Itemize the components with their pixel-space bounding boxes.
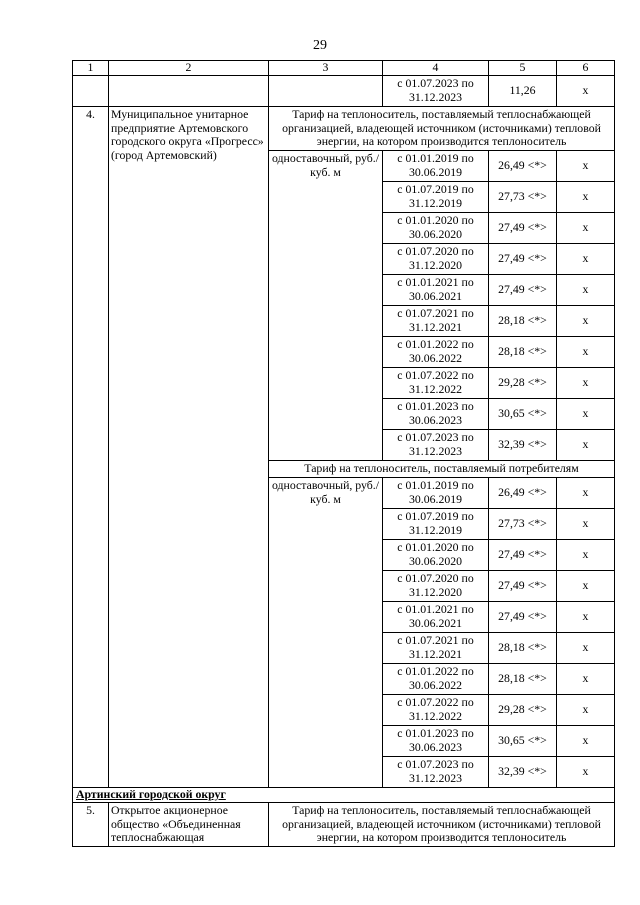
row-number: 5. xyxy=(73,802,109,846)
mark-cell: x xyxy=(557,756,615,787)
mark-cell: x xyxy=(557,244,615,275)
period-cell: с 01.07.2022 по 31.12.2022 xyxy=(383,694,489,725)
organization-name: Открытое акционерное общество «Объединенная теплоснабжающая xyxy=(109,802,269,846)
period-cell: с 01.07.2019 по 31.12.2019 xyxy=(383,182,489,213)
row-number: 4. xyxy=(73,106,109,787)
table-row xyxy=(73,106,615,150)
tariff-value-cell: 27,73 <*> xyxy=(489,182,557,213)
tariff-value-cell: 26,49 <*> xyxy=(489,151,557,182)
mark-cell: x xyxy=(557,368,615,399)
tariff-value-cell: 11,26 xyxy=(489,75,557,106)
section-heading: Артинский городской округ xyxy=(73,787,615,802)
period-cell: с 01.01.2022 по 30.06.2022 xyxy=(383,337,489,368)
period-cell: с 01.07.2020 по 31.12.2020 xyxy=(383,570,489,601)
column-header: 4 xyxy=(383,61,489,76)
mark-cell: x xyxy=(557,694,615,725)
tariff-value-cell: 30,65 <*> xyxy=(489,399,557,430)
tariff-value-cell: 27,49 <*> xyxy=(489,244,557,275)
period-cell: с 01.01.2020 по 30.06.2020 xyxy=(383,539,489,570)
mark-cell: x xyxy=(557,399,615,430)
column-header-row xyxy=(73,61,615,76)
column-header: 1 xyxy=(73,61,109,76)
tariff-block-title: Тариф на теплоноситель, поставляемый потребителям xyxy=(269,461,615,478)
mark-cell: x xyxy=(557,632,615,663)
column-header: 6 xyxy=(557,61,615,76)
mark-cell: x xyxy=(557,601,615,632)
tariff-value-cell: 27,73 <*> xyxy=(489,508,557,539)
tariff-block-title: Тариф на теплоноситель, поставляемый теплоснабжающей организацией, владеющей источником (источниками) тепловой энергии, на котором производится теплоноситель xyxy=(269,106,615,150)
period-cell: с 01.01.2022 по 30.06.2022 xyxy=(383,663,489,694)
page-number: 29 xyxy=(313,38,327,53)
mark-cell: x xyxy=(557,275,615,306)
tariff-value-cell: 27,49 <*> xyxy=(489,213,557,244)
mark-cell: x xyxy=(557,663,615,694)
tariff-value-cell: 26,49 <*> xyxy=(489,477,557,508)
tariff-table xyxy=(72,60,615,847)
mark-cell: x xyxy=(557,151,615,182)
mark-cell: x xyxy=(557,725,615,756)
period-cell: с 01.01.2023 по 30.06.2023 xyxy=(383,399,489,430)
tariff-value-cell: 28,18 <*> xyxy=(489,306,557,337)
period-cell: с 01.07.2021 по 31.12.2021 xyxy=(383,306,489,337)
period-cell: с 01.07.2023 по 31.12.2023 xyxy=(383,430,489,461)
mark-cell: x xyxy=(557,213,615,244)
period-cell: с 01.01.2023 по 30.06.2023 xyxy=(383,725,489,756)
mark-cell: x xyxy=(557,306,615,337)
period-cell: с 01.01.2019 по 30.06.2019 xyxy=(383,477,489,508)
organization-name: Муниципальное унитарное предприятие Артемовского городского округа «Прогресс» (город Артемовский) xyxy=(109,106,269,787)
period-cell: с 01.01.2021 по 30.06.2021 xyxy=(383,601,489,632)
tariff-value-cell: 28,18 <*> xyxy=(489,337,557,368)
period-cell: с 01.07.2021 по 31.12.2021 xyxy=(383,632,489,663)
tariff-block-title: Тариф на теплоноситель, поставляемый теплоснабжающей организацией, владеющей источником (источниками) тепловой энергии, на котором производится теплоноситель xyxy=(269,802,615,846)
mark-cell: x xyxy=(557,570,615,601)
tariff-unit: одноставочный, руб./куб. м xyxy=(269,477,383,787)
mark-cell: x xyxy=(557,337,615,368)
mark-cell: x xyxy=(557,477,615,508)
period-cell: с 01.01.2021 по 30.06.2021 xyxy=(383,275,489,306)
mark-cell: x xyxy=(557,430,615,461)
tariff-value-cell: 28,18 <*> xyxy=(489,632,557,663)
mark-cell: x xyxy=(557,539,615,570)
period-cell: с 01.07.2020 по 31.12.2020 xyxy=(383,244,489,275)
tariff-value-cell: 29,28 <*> xyxy=(489,694,557,725)
tariff-value-cell: 28,18 <*> xyxy=(489,663,557,694)
column-header: 2 xyxy=(109,61,269,76)
mark-cell: x xyxy=(557,75,615,106)
table-row xyxy=(73,75,615,106)
table-row xyxy=(73,802,615,846)
column-header: 5 xyxy=(489,61,557,76)
period-cell: с 01.07.2019 по 31.12.2019 xyxy=(383,508,489,539)
tariff-value-cell: 29,28 <*> xyxy=(489,368,557,399)
tariff-value-cell: 27,49 <*> xyxy=(489,539,557,570)
tariff-value-cell: 27,49 <*> xyxy=(489,601,557,632)
tariff-value-cell: 32,39 <*> xyxy=(489,756,557,787)
period-cell: с 01.01.2019 по 30.06.2019 xyxy=(383,151,489,182)
section-row xyxy=(73,787,615,802)
column-header: 3 xyxy=(269,61,383,76)
period-cell: с 01.07.2023 по 31.12.2023 xyxy=(383,756,489,787)
tariff-value-cell: 32,39 <*> xyxy=(489,430,557,461)
tariff-value-cell: 30,65 <*> xyxy=(489,725,557,756)
period-cell: с 01.01.2020 по 30.06.2020 xyxy=(383,213,489,244)
period-cell: с 01.07.2022 по 31.12.2022 xyxy=(383,368,489,399)
tariff-value-cell: 27,49 <*> xyxy=(489,275,557,306)
mark-cell: x xyxy=(557,182,615,213)
period-cell: с 01.07.2023 по 31.12.2023 xyxy=(383,75,489,106)
tariff-value-cell: 27,49 <*> xyxy=(489,570,557,601)
tariff-unit: одноставочный, руб./куб. м xyxy=(269,151,383,461)
mark-cell: x xyxy=(557,508,615,539)
